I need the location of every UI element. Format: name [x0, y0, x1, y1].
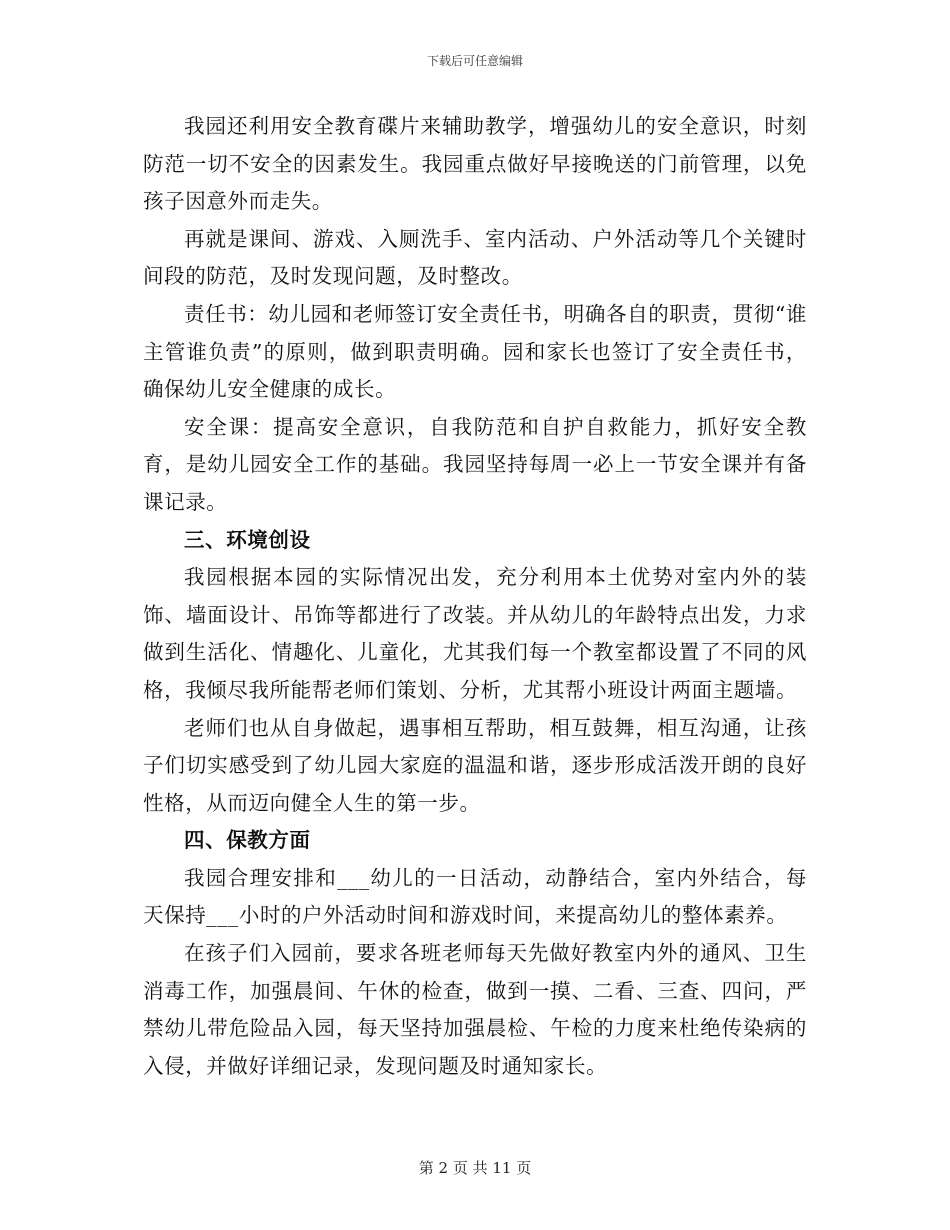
paragraph: 安全课：提高安全意识，自我防范和自护自救能力，抓好安全教育，是幼儿园安全工作的基础。我园坚持每周一必上一节安全课并有备课记录。 [143, 414, 807, 514]
paragraph: 再就是课间、游戏、入厕洗手、室内活动、户外活动等几个关键时间段的防范，及时发现问题，及时整改。 [143, 226, 807, 289]
paragraph: 我园合理安排和___幼儿的一日活动，动静结合，室内外结合，每天保持___小时的户外活动时间和游戏时间，来提高幼儿的整体素养。 [143, 865, 807, 928]
page-number: 第 2 页 共 11 页 [418, 1159, 532, 1177]
document-body [143, 108, 807, 1085]
paragraph: 我园根据本园的实际情况出发，充分利用本土优势对室内外的装饰、墙面设计、吊饰等都进行了改装。并从幼儿的年龄特点出发，力求做到生活化、情趣化、儿童化，尤其我们每一个教室都设置了不同的风格，我倾尽我所能帮老师们策划、分析，尤其帮小班设计两面主题墙。 [143, 565, 807, 702]
paragraph: 责任书：幼儿园和老师签订安全责任书，明确各自的职责，贯彻“谁主管谁负责”的原则，做到职责明确。园和家长也签订了安全责任书，确保幼儿安全健康的成长。 [143, 301, 807, 402]
section-heading: 四、保教方面 [184, 828, 311, 853]
paragraph: 我园还利用安全教育碟片来辅助教学，增强幼儿的安全意识，时刻防范一切不安全的因素发生。我园重点做好早接晚送的门前管理，以免孩子因意外而走失。 [143, 114, 807, 214]
paragraph: 在孩子们入园前，要求各班老师每天先做好教室内外的通风、卫生消毒工作，加强晨间、午休的检查，做到一摸、二看、三查、四问，严禁幼儿带危险品入园，每天坚持加强晨检、午检的力度来杜绝传染病的入侵，并做好详细记录，发现问题及时通知家长。 [143, 941, 807, 1078]
paragraph: 老师们也从自身做起，遇事相互帮助，相互鼓舞，相互沟通，让孩子们切实感受到了幼儿园大家庭的温温和谐，逐步形成活泼开朗的良好性格，从而迈向健全人生的第一步。 [143, 715, 807, 815]
section-heading: 三、环境创设 [184, 527, 311, 552]
page-header-note: 下载后可任意编辑 [426, 54, 523, 68]
